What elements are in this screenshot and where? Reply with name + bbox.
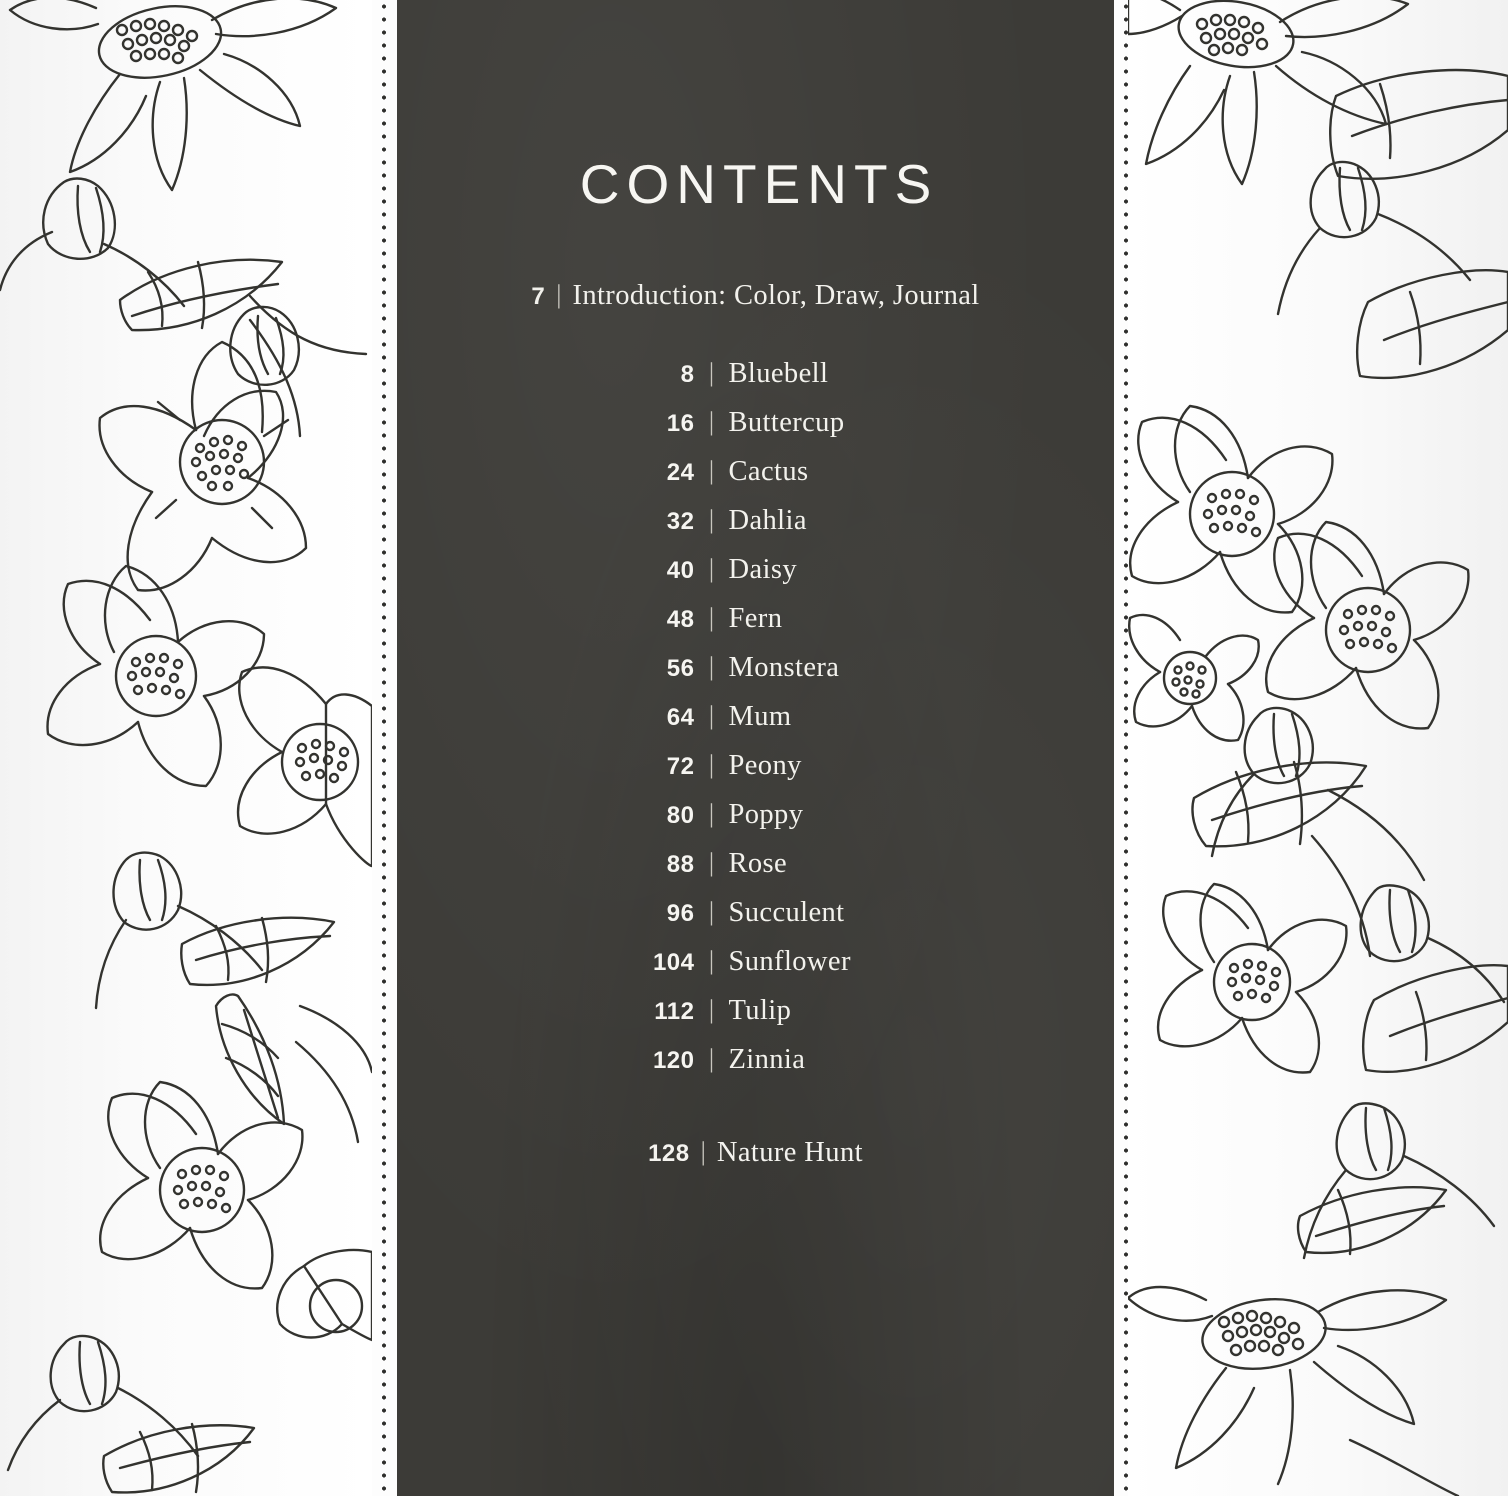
toc-entry-title: Bluebell (728, 358, 829, 389)
toc-entry-title: Nature Hunt (716, 1136, 863, 1168)
toc-entry-title: Fern (728, 603, 783, 634)
toc-entry-tulip[interactable] (433, 997, 1078, 1026)
toc-entry-separator: | (708, 799, 715, 828)
toc-entry-sunflower[interactable] (433, 948, 1078, 977)
toc-entry-title: Zinnia (728, 1044, 806, 1075)
toc-entry-page-number: 96 (666, 900, 695, 927)
toc-entry-separator: | (708, 995, 715, 1024)
toc-entry-title: Poppy (728, 799, 804, 830)
toc-entry-separator: | (708, 946, 715, 975)
toc-entry-zinnia[interactable] (433, 1046, 1078, 1075)
floral-line-art-right-svg (1128, 0, 1508, 1496)
toc-entry-rose[interactable] (433, 850, 1078, 879)
toc-entry-separator: | (708, 652, 715, 681)
toc-entry-separator: | (700, 1136, 706, 1166)
toc-entry-title: Peony (728, 750, 802, 781)
toc-entry-separator: | (708, 750, 715, 779)
page-title: CONTENTS (579, 153, 939, 215)
dotted-rule-dots (381, 0, 387, 1496)
toc-entry-page-number: 120 (652, 1047, 695, 1074)
toc-entry-page-number: 80 (666, 802, 695, 829)
toc-entry-separator: | (708, 603, 715, 632)
toc-entry-title: Introduction: Color, Draw, Journal (572, 280, 980, 311)
toc-entry-page-number: 24 (666, 459, 695, 486)
toc-entry-title: Dahlia (728, 505, 807, 536)
toc-entry-peony[interactable] (433, 752, 1078, 781)
toc-entry-title: Tulip (728, 995, 792, 1026)
floral-illustration-right (1128, 0, 1508, 1496)
toc-entry-monstera[interactable] (433, 654, 1078, 683)
toc-entry-title: Daisy (728, 554, 797, 585)
toc-entry-separator: | (708, 897, 715, 926)
toc-entry-title: Sunflower (728, 946, 851, 977)
toc-entry-mum[interactable] (433, 703, 1078, 732)
toc-entry-page-number: 128 (648, 1139, 690, 1167)
floral-line-art-left-svg (0, 0, 372, 1496)
toc-entry-separator: | (708, 407, 715, 436)
toc-entry-page-number: 64 (666, 704, 695, 731)
toc-entry-page-number: 32 (666, 508, 695, 535)
toc-entry-separator: | (708, 505, 715, 534)
toc-entry-separator: | (708, 358, 715, 387)
toc-entry-separator: | (708, 456, 715, 485)
dotted-rule-left (381, 0, 387, 1496)
toc-entry-introduction[interactable] (433, 280, 1078, 312)
toc-entry-fern[interactable] (433, 605, 1078, 634)
toc-entry-page-number: 7 (531, 283, 546, 310)
toc-entry-title: Buttercup (728, 407, 845, 438)
toc-entry-page-number: 72 (666, 753, 695, 780)
toc-entry-title: Succulent (728, 897, 845, 928)
toc-entry-bluebell[interactable] (433, 360, 1078, 389)
toc-entry-title: Monstera (728, 652, 840, 683)
toc-entry-page-number: 112 (654, 998, 695, 1025)
toc-entry-buttercup[interactable] (433, 409, 1078, 438)
toc-entry-poppy[interactable] (433, 801, 1078, 830)
toc-entry-dahlia[interactable] (433, 507, 1078, 536)
toc-entry-page-number: 48 (666, 606, 695, 633)
toc-entry-title: Cactus (728, 456, 809, 487)
toc-entry-cactus[interactable] (433, 458, 1078, 487)
toc-entry-page-number: 104 (652, 949, 695, 976)
toc-entry-page-number: 88 (666, 851, 695, 878)
toc-entry-succulent[interactable] (433, 899, 1078, 928)
floral-illustration-left (0, 0, 372, 1496)
toc-entry-daisy[interactable] (433, 556, 1078, 585)
toc-entry-separator: | (708, 554, 715, 583)
toc-entry-separator: | (556, 280, 562, 309)
toc-entry-page-number: 8 (680, 361, 695, 388)
toc-entry-separator: | (708, 701, 715, 730)
toc-entry-page-number: 56 (666, 655, 695, 682)
toc-entry-page-number: 40 (666, 557, 695, 584)
toc-entry-page-number: 16 (666, 410, 695, 437)
toc-entry-title: Mum (728, 701, 792, 732)
toc-list (433, 360, 1078, 1075)
toc-entry-nature-hunt[interactable] (433, 1137, 1078, 1169)
toc-entry-separator: | (708, 848, 715, 877)
toc-entry-separator: | (708, 1044, 715, 1073)
contents-panel (397, 0, 1114, 1496)
toc-entry-title: Rose (728, 848, 788, 879)
